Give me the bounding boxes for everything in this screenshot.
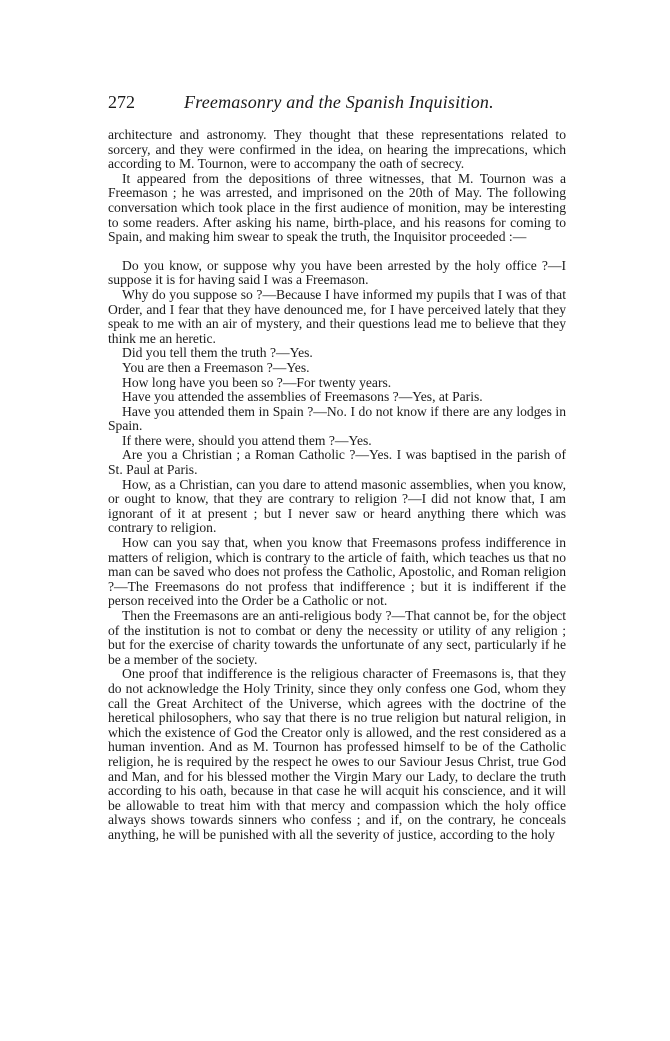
paragraph: Did you tell them the truth ?—Yes.	[122, 345, 313, 361]
paragraph: Why do you suppose so ?—Because I have informed my pupils that I was of that Order, and I fear that they have denounced me, for I have perceived lately that they speak to me with an air of mystery, and their questions lead me to believe that they think me an heretic.	[108, 286, 566, 346]
paragraph: How, as a Christian, can you dare to attend masonic assemblies, when you know, or ought to know, that they are contrary to religion ?—I did not know that, I am ignorant of it at present ; but I never saw or heard anything there which was contrary to religion.	[108, 476, 566, 536]
paragraph: Have you attended the assemblies of Freemasons ?—Yes, at Paris.	[122, 389, 483, 405]
paragraph: How long have you been so ?—For twenty years.	[122, 374, 392, 390]
paragraph: Then the Freemasons are an anti-religious body ?—That cannot be, for the object of the institution is not to combat or deny the necessity or utility of any religion ; but for the exercise of charity towards the unfortunate of any sect, particularly if he be a member of the society.	[108, 608, 566, 667]
paragraph: Do you know, or suppose why you have been arrested by the holy office ?—I suppose it is for having said I was a Freemason.	[108, 257, 566, 288]
paragraph: Are you a Christian ; a Roman Catholic ?—Yes. I was baptised in the parish of St. Paul at Paris.	[108, 447, 566, 478]
running-title: Freemasonry and the Spanish Inquisition.	[184, 92, 494, 112]
page-number: 272	[108, 92, 135, 112]
paragraph: One proof that indifference is the religious character of Freemasons is, that they do not acknowledge the Holy Trinity, since they only confess one God, whom they call the Great Architect of the Universe, which agrees with the doctrine of the heretical philosophers, who say that there is no true religion but natural religion, in which the existence of God the Creator only is allowed, and the rest considered as a human invention. And as M. Tournon has professed himself to be of the Catholic religion, he is required by the respect he owes to our Saviour Jesus Christ, true God and Man, and for his blessed mother the Virgin Mary our Lady, to declare the truth according to his oath, because in that case he will acquit his conscience, and it will be allowable to treat him with that mercy and compassion which the holy office always shows towards sinners who confess ; and if, on the contrary, he conceals anything, he will be punished with all the severity of justice, according to the holy	[108, 666, 566, 842]
paragraph: If there were, should you attend them ?—Yes.	[122, 432, 372, 448]
paragraph: architecture and astronomy. They thought that these representations related to sorcery, and they were confirmed in the idea, on hearing the imprecations, which according to M. Tournon, were to accompany the oath of secrecy.	[108, 127, 566, 172]
paragraph: How can you say that, when you know that Freemasons profess indifference in matters of religion, which is contrary to the article of faith, which teaches us that no man can be saved who does not profess the Catholic, Apostolic, and Roman religion ?—The Freemasons do not profess that indifference ; but it is indifferent if the person received into the Order be a Catholic or not.	[108, 535, 566, 609]
body-text	[108, 128, 566, 843]
paragraph: Have you attended them in Spain ?—No. I do not know if there are any lodges in Spain.	[108, 403, 566, 434]
page-header	[108, 92, 566, 122]
paragraph: You are then a Freemason ?—Yes.	[122, 359, 310, 375]
book-page	[108, 92, 566, 843]
paragraph-gap	[108, 245, 566, 259]
paragraph: It appeared from the depositions of three witnesses, that M. Tournon was a Freemason ; he was arrested, and imprisoned on the 20th of May. The following conversation which took place in the first audience of monition, may be interesting to some readers. After asking his name, birth-place, and his reasons for coming to Spain, and making him swear to speak the truth, the Inquisitor proceeded :—	[108, 170, 566, 245]
